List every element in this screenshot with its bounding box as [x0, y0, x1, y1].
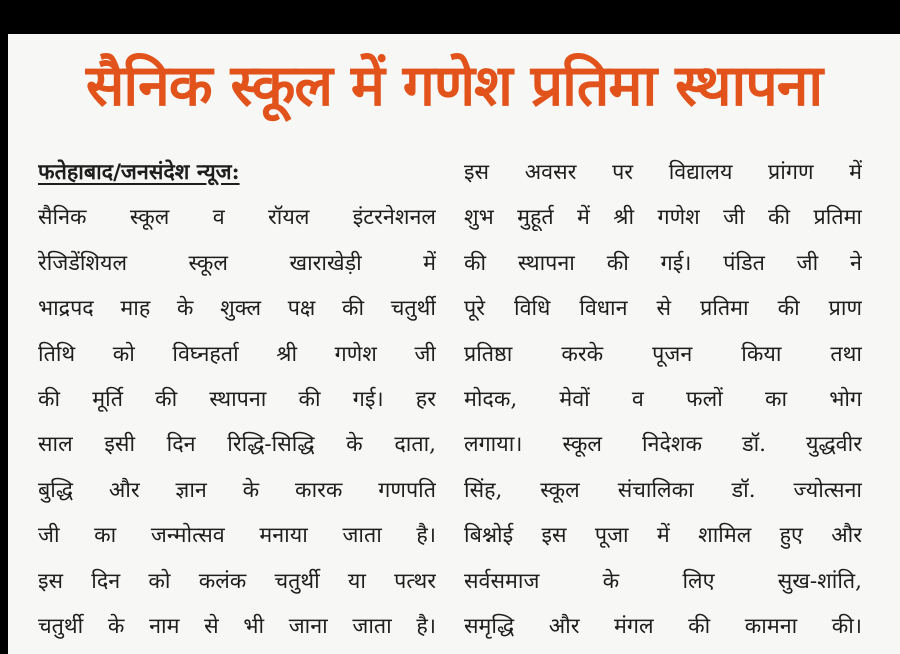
body-line: चतुर्थी के नाम से भी जाना जाता है। [38, 613, 436, 639]
body-line: भाद्रपद माह के शुक्ल पक्ष की चतुर्थी [38, 296, 436, 322]
left-column [38, 150, 436, 649]
body-line: शुभ मुहूर्त में श्री गणेश जी की प्रतिमा [464, 205, 862, 231]
body-line: बुद्धि और ज्ञान के कारक गणपति [38, 477, 436, 503]
body-line: इस दिन को कलंक चतुर्थी या पत्थर [38, 568, 436, 594]
dateline: फतेहाबाद/जनसंदेश न्यूज: [38, 160, 240, 185]
body-line: लगाया। स्कूल निदेशक डॉ. युद्धवीर [464, 432, 862, 458]
body-line: की स्थापना की गई। पंडित जी ने [464, 250, 862, 276]
body-line: तिथि को विघ्नहर्ता श्री गणेश जी [38, 341, 436, 367]
body-line: रेजिडेंशियल स्कूल खाराखेड़ी में [38, 250, 436, 276]
top-black-border [0, 0, 900, 34]
body-line: सैनिक स्कूल व रॉयल इंटरनेशनल [38, 205, 436, 231]
body-line: इस अवसर पर विद्यालय प्रांगण में [464, 160, 862, 185]
body-line: जी का जन्मोत्सव मनाया जाता है। [38, 523, 436, 549]
body-line: सिंह, स्कूल संचालिका डॉ. ज्योत्सना [464, 477, 862, 503]
newspaper-clipping [8, 34, 900, 654]
body-line: पूरे विधि विधान से प्रतिमा की प्राण [464, 296, 862, 322]
body-line: की मूर्ति की स्थापना की गई। हर [38, 386, 436, 412]
right-column [464, 150, 862, 649]
headline: सैनिक स्कूल में गणेश प्रतिमा स्थापना [85, 53, 823, 119]
body-line: समृद्धि और मंगल की कामना की। [464, 613, 862, 639]
body-line: प्रतिष्ठा करके पूजन किया तथा [464, 341, 862, 367]
body-line: सर्वसमाज के लिए सुख-शांति, [464, 568, 862, 594]
body-line: बिश्नोई इस पूजा में शामिल हुए और [464, 523, 862, 549]
body-line: मोदक, मेवों व फलों का भोग [464, 386, 862, 412]
body-line: साल इसी दिन रिद्धि-सिद्धि के दाता, [38, 432, 436, 458]
